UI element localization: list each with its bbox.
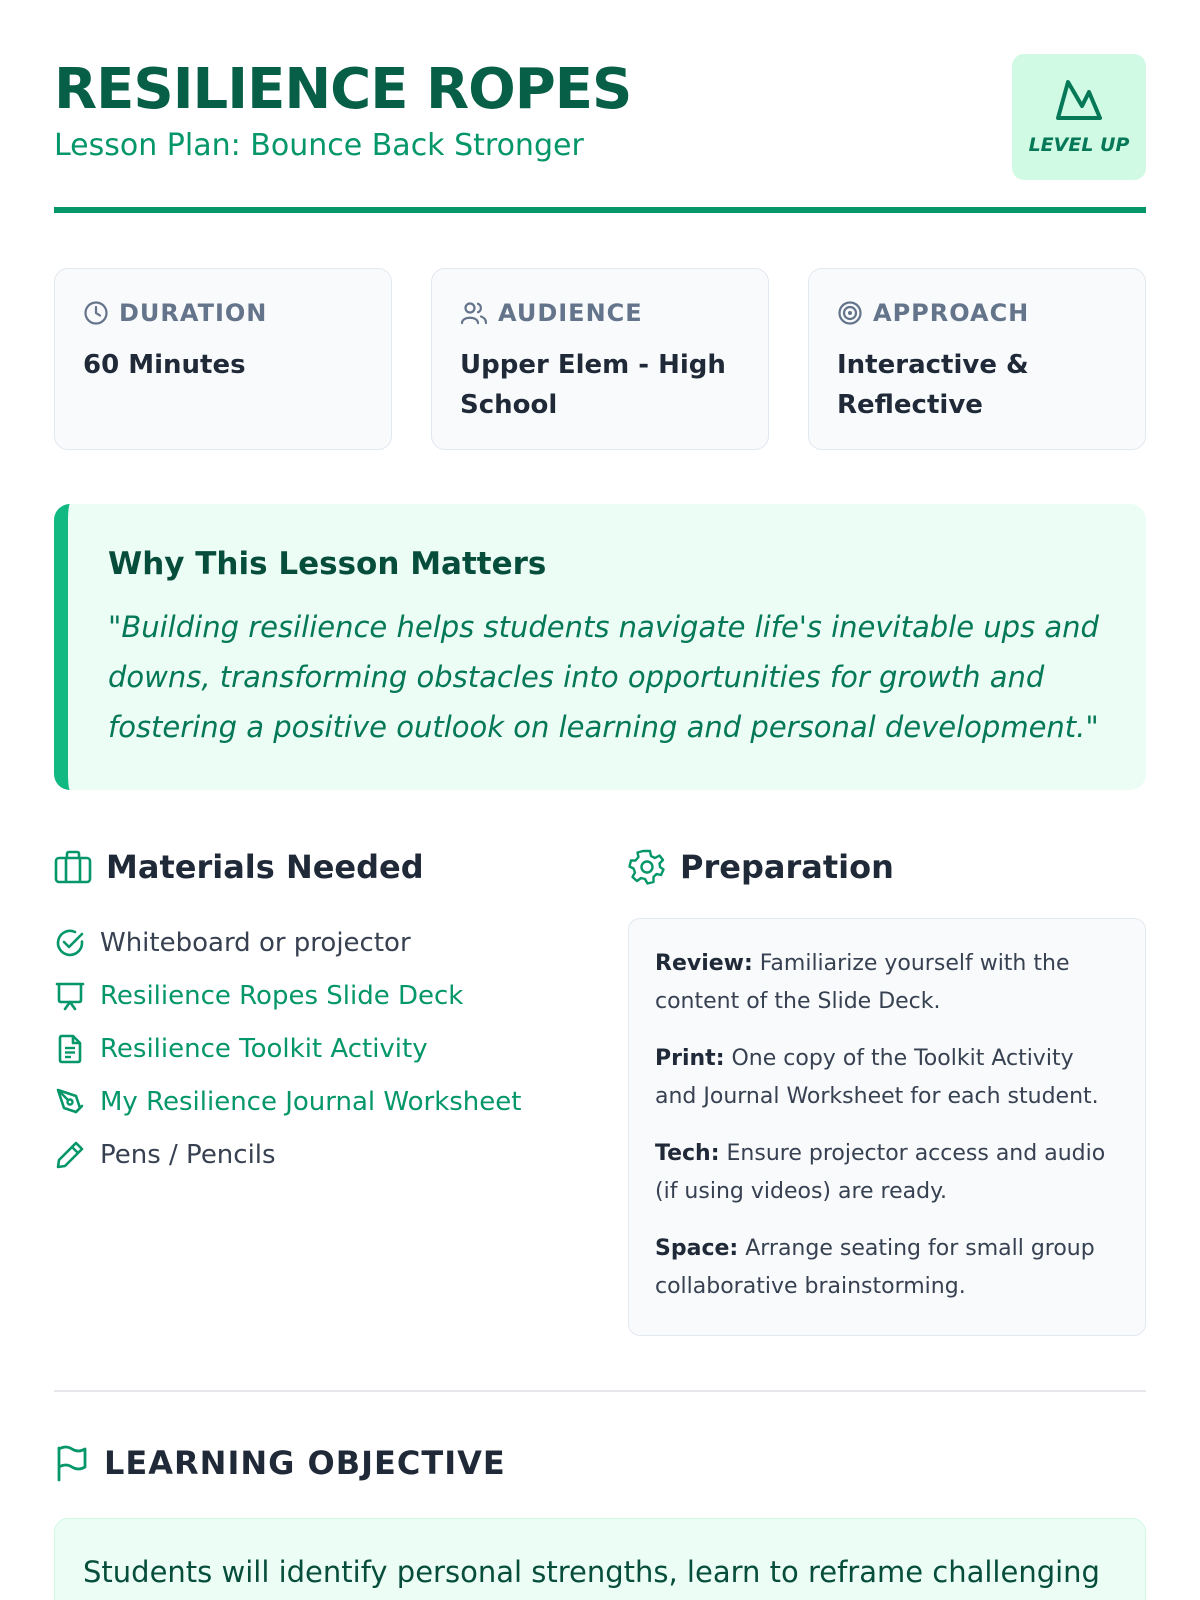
objective-text: Students will identify personal strengths, learn to reframe challenging [83, 1555, 1100, 1589]
gear-icon [628, 848, 666, 886]
briefcase-icon [54, 850, 92, 884]
check-circle-icon [54, 927, 86, 959]
prep-text: Familiarize yourself with the content of the Slide Deck. [655, 951, 1070, 1014]
duration-value: 60 Minutes [83, 350, 246, 380]
list-item [54, 916, 614, 969]
material-label: Pens / Pencils [100, 1139, 276, 1170]
page-title: RESILIENCE ROPES [54, 57, 632, 122]
target-icon [837, 300, 863, 326]
why-quote: "Building resilience helps students navigate life's inevitable ups and downs, transforming obstacles into opportunities for growth and fostering a positive outlook on learning and personal development." [108, 610, 1099, 744]
prep-term: Tech: [655, 1141, 720, 1166]
flag-icon [54, 1444, 90, 1482]
approach-card [808, 268, 1146, 450]
list-item[interactable] [54, 1075, 614, 1128]
materials-title: Materials Needed [106, 848, 424, 886]
list-item[interactable] [54, 1022, 614, 1075]
prep-text: One copy of the Toolkit Activity and Journal Worksheet for each student. [655, 1046, 1099, 1109]
duration-card [54, 268, 392, 450]
prep-text: Arrange seating for small group collaborative brainstorming. [655, 1236, 1095, 1299]
material-label: Whiteboard or projector [100, 927, 411, 958]
document-icon [54, 1033, 86, 1065]
header [54, 52, 1146, 212]
why-callout [54, 504, 1146, 790]
info-cards [54, 268, 1146, 450]
header-divider [54, 207, 1146, 213]
objective-box [54, 1518, 1146, 1600]
prep-item-tech [655, 1135, 1119, 1211]
prep-text: Ensure projector access and audio (if using videos) are ready. [655, 1141, 1106, 1204]
material-link-slide-deck[interactable]: Resilience Ropes Slide Deck [100, 980, 464, 1011]
prep-term: Print: [655, 1046, 725, 1071]
materials-heading [54, 842, 614, 892]
prep-item-print [655, 1040, 1119, 1116]
materials-section [54, 842, 614, 1170]
objective-title: LEARNING OBJECTIVE [104, 1444, 506, 1482]
mountain-icon [1054, 76, 1104, 122]
prep-item-review [655, 945, 1119, 1021]
audience-label: AUDIENCE [498, 299, 643, 327]
prep-term: Space: [655, 1236, 739, 1261]
presentation-icon [54, 980, 86, 1012]
audience-value: Upper Elem - High School [460, 350, 726, 420]
pen-tool-icon [54, 1086, 86, 1118]
audience-card [431, 268, 769, 450]
approach-value: Interactive & Reflective [837, 350, 1029, 420]
list-item[interactable] [54, 969, 614, 1022]
duration-label: DURATION [119, 299, 268, 327]
preparation-heading [628, 842, 1146, 892]
page-subtitle: Lesson Plan: Bounce Back Stronger [54, 128, 584, 163]
list-item [54, 1128, 614, 1181]
clock-icon [83, 300, 109, 326]
pencil-icon [54, 1139, 86, 1171]
users-icon [460, 300, 488, 326]
section-divider [54, 1390, 1146, 1392]
why-title: Why This Lesson Matters [108, 546, 547, 582]
approach-label: APPROACH [873, 299, 1030, 327]
material-link-toolkit[interactable]: Resilience Toolkit Activity [100, 1033, 428, 1064]
preparation-section [628, 842, 1146, 1299]
preparation-title: Preparation [680, 848, 894, 886]
materials-list [54, 916, 614, 1181]
material-link-journal[interactable]: My Resilience Journal Worksheet [100, 1086, 522, 1117]
preparation-box [628, 918, 1146, 1336]
prep-item-space [655, 1230, 1119, 1306]
prep-term: Review: [655, 951, 753, 976]
objective-heading [54, 1444, 506, 1482]
level-up-badge [1012, 54, 1146, 180]
lesson-plan-page [54, 0, 1146, 1600]
badge-label: LEVEL UP [1028, 134, 1130, 156]
